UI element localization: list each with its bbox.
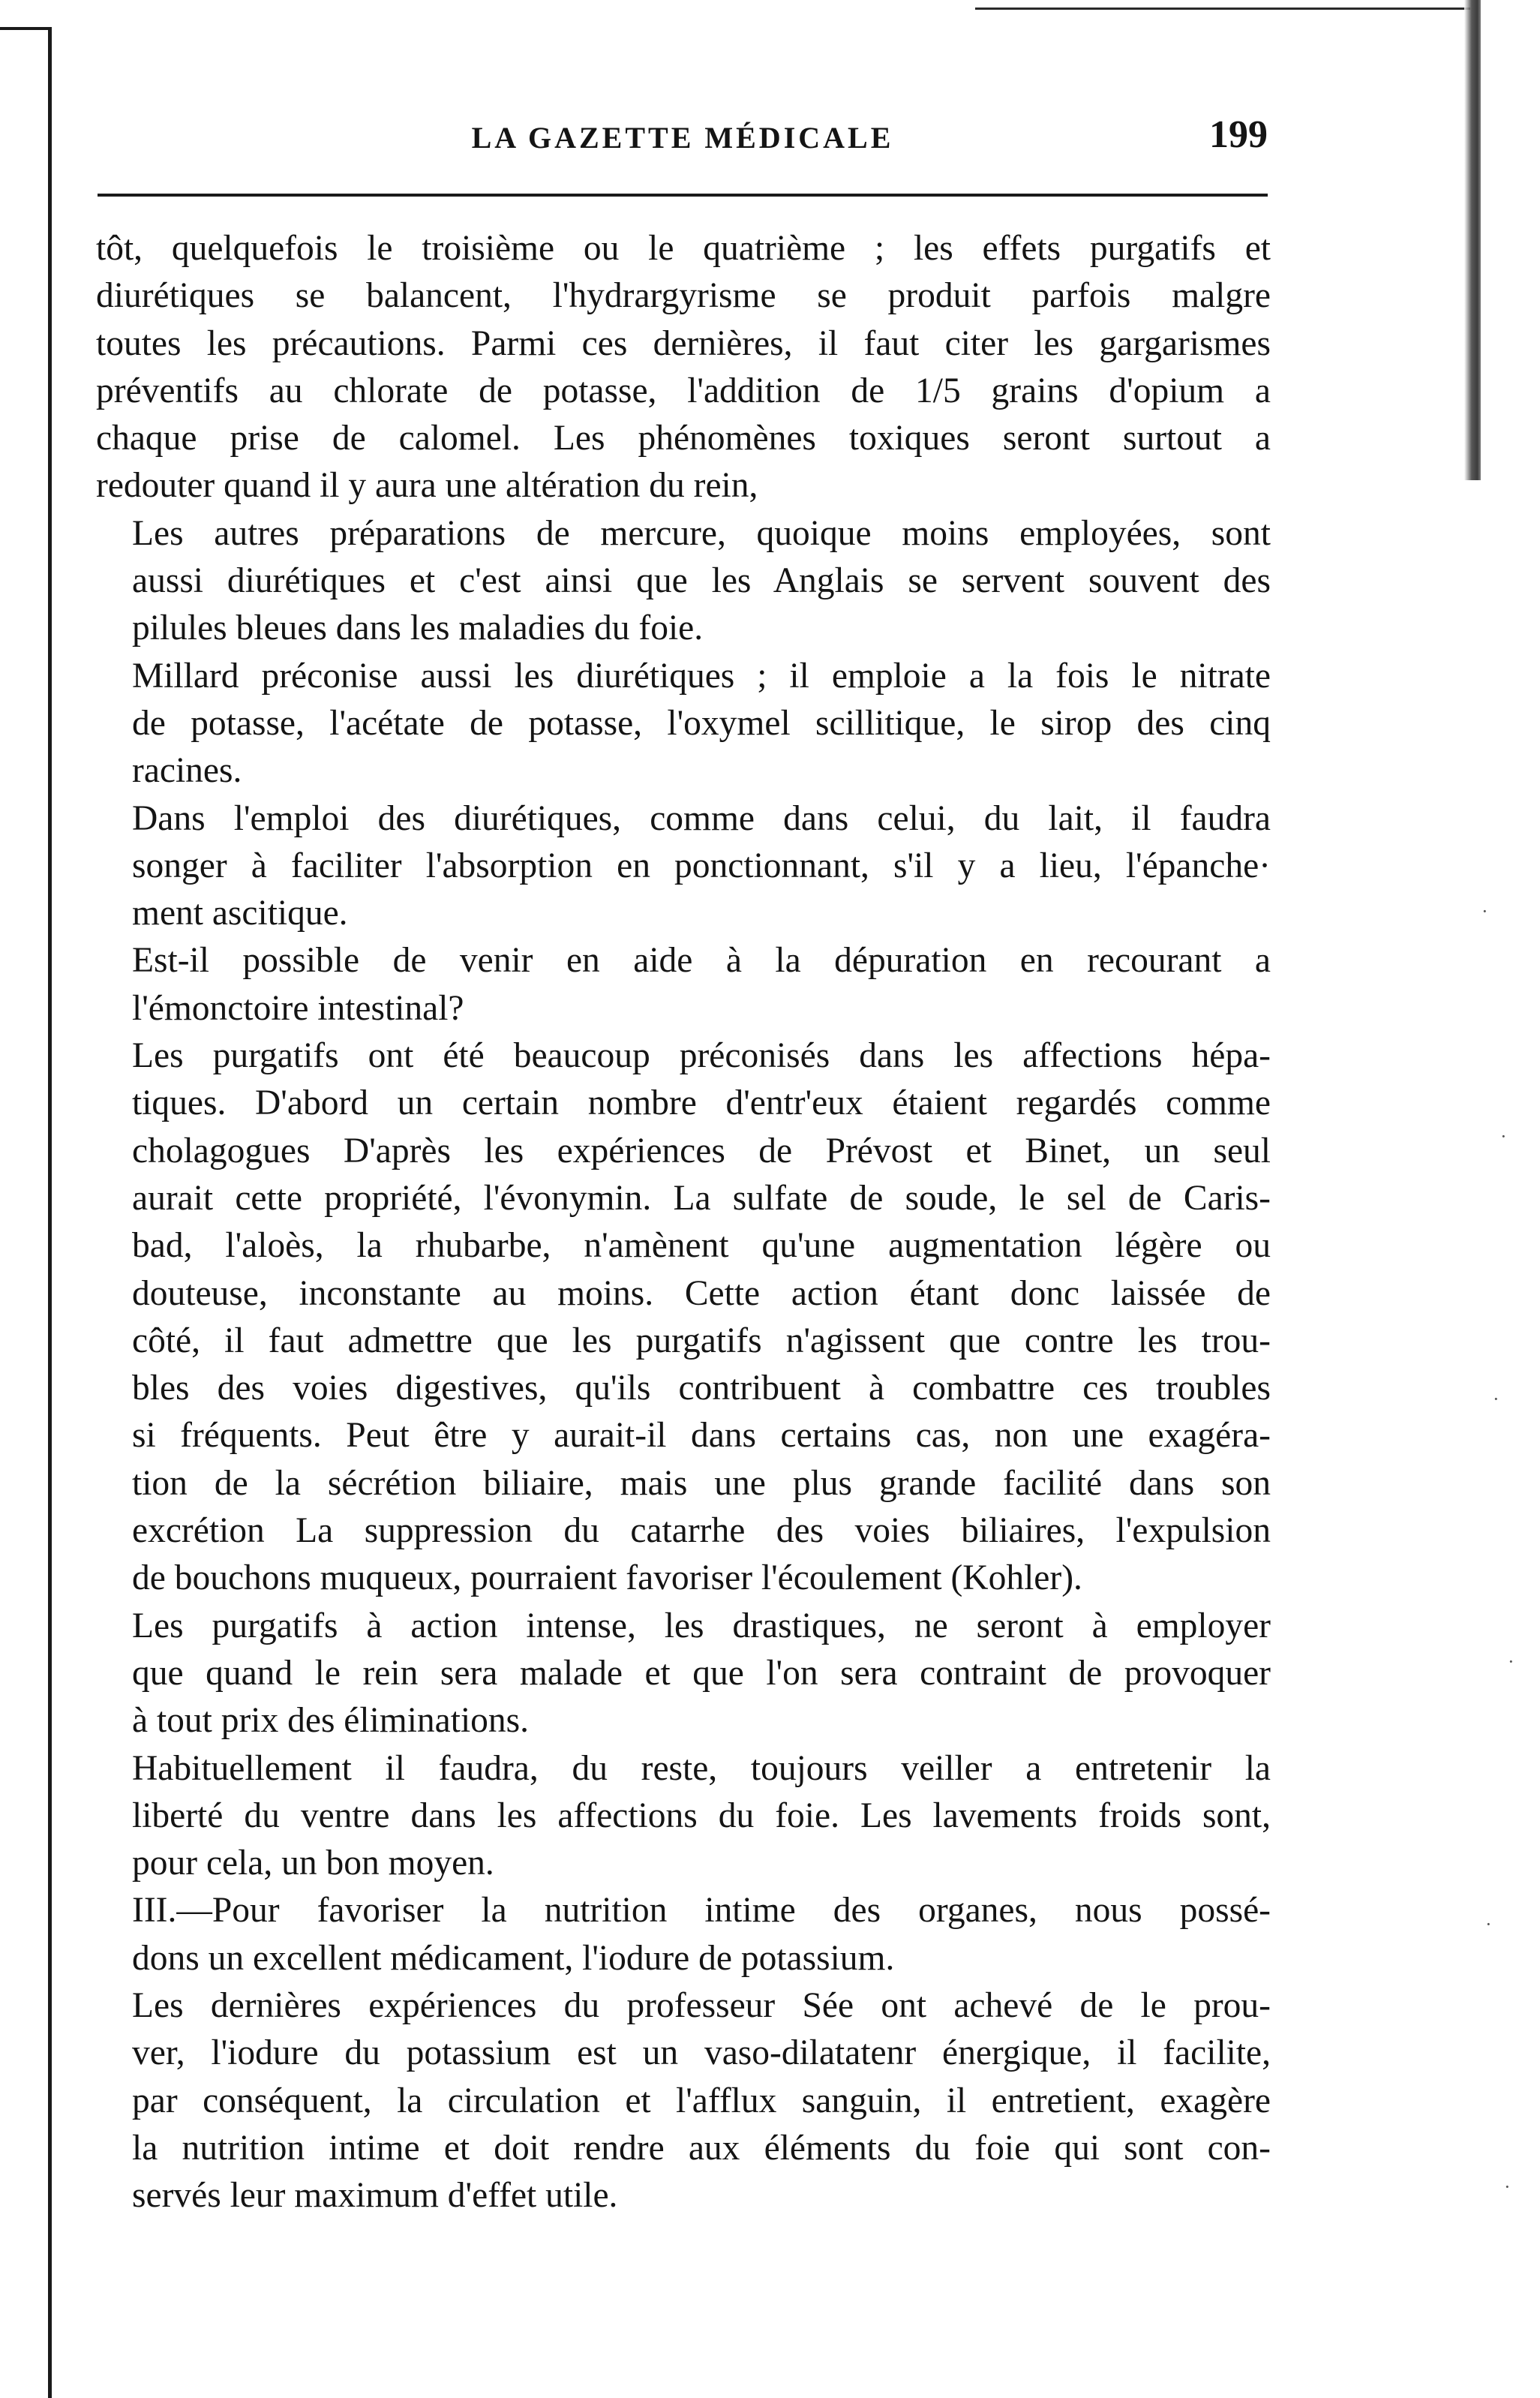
text-line: Millard préconise aussi les diurétiques ; il emploie a la fois le nitrate [132,656,1271,696]
text-line: ver, l'iodure du potassium est un vaso-dilatatenr énergique, il facilite, [132,2033,1271,2073]
text-line: songer à faciliter l'absorption en ponctionnant, s'il y a lieu, l'épanche· [132,846,1271,885]
text-line: Les autres préparations de mercure, quoique moins employées, sont [132,513,1271,553]
scan-border-top [0,27,50,30]
scan-border-left [48,27,52,2398]
running-title: LA GAZETTE MÉDICALE [471,121,894,155]
text-line: pour cela, un bon moyen. [132,1844,494,1883]
text-line: racines. [132,751,242,791]
text-line: bles des voies digestives, qu'ils contribuent à combattre ces troubles [132,1369,1271,1408]
body-text [96,225,1271,2219]
text-line: Habituellement il faudra, du reste, toujours veiller a entretenir la [132,1748,1271,1788]
scan-edge-top [975,8,1470,10]
text-line: servés leur maximum d'effet utile. [132,2176,618,2216]
paragraph [96,1887,1271,1982]
paragraph [96,653,1271,795]
text-line: douteuse, inconstante au moins. Cette action étant donc laissée de [132,1273,1271,1313]
text-line: aussi diurétiques et c'est ainsi que les Anglais se servent souvent des [132,561,1271,601]
text-line: préventifs au chlorate de potasse, l'addition de 1/5 grains d'opium a [96,371,1271,410]
text-line: de bouchons muqueux, pourraient favoriser l'écoulement (Kohler). [132,1558,1082,1598]
text-line: toutes les précautions. Parmi ces dernières, il faut citer les gargarismes [96,323,1271,363]
text-line: redouter quand il y aura une altération du rein, [96,466,758,506]
header-rule [98,194,1268,197]
paragraph [96,1032,1271,1603]
text-line: côté, il faut admettre que les purgatifs n'agissent que contre les trou- [132,1321,1271,1360]
text-line: de potasse, l'acétate de potasse, l'oxymel scillitique, le sirop des cinq [132,703,1271,743]
text-line: tiques. D'abord un certain nombre d'entr'eux étaient regardés comme [132,1083,1271,1123]
text-line: dons un excellent médicament, l'iodure de potassium. [132,1938,895,1978]
text-line: Dans l'emploi des diurétiques, comme dans celui, du lait, il faudra [132,798,1271,838]
page-header [98,113,1268,165]
text-line: à tout prix des éliminations. [132,1701,530,1741]
text-line: bad, l'aloès, la rhubarbe, n'amènent qu'une augmentation légère ou [132,1226,1271,1266]
text-line: que quand le rein sera malade et que l'on sera contraint de provoquer [132,1653,1271,1693]
text-line: liberté du ventre dans les affections du foie. Les lavements froids sont, [132,1795,1271,1835]
scan-edge-right [1464,0,1481,480]
text-line: par conséquent, la circulation et l'afflux sanguin, il entretient, exagère [132,2081,1271,2120]
text-line: aurait cette propriété, l'évonymin. La sulfate de soude, le sel de Caris- [132,1178,1271,1218]
document-page: LA GAZETTE MÉDICALE 199 tôt, quelquefois le troisième ou le quatrième ; les effets purgatifs et diurétiques se balancent, l'hydrargyrisme se produit parfois malgre toutes les précautions. Parmi ces dernières, il faut citer les gargarismes préventifs au chlorate de potasse, l'addition de 1/5 grains d'opium a chaque prise de calomel. Les phénomènes toxiques seront surtout a redouter quand il y aura une altération du rein, Les autres préparations de mercure, quoique moins employées, sont aussi diurétiques et c'est ainsi que les Anglais se servent souvent des pilules bleues dans les maladies du foie. Millard préconise aussi les diurétiques ; il emploie a la fois le nitrate de potasse, l'acétate de potasse, l'oxymel scillitique, le sirop des cinq racines. Dans l'emploi des diurétiques, comme dans celui, du lait, il faudra songer à faciliter l'absorption en ponctionnant, s'il y a lieu, l'épanche· ment ascitique. Est-il possible de venir en aide à la dépuration en recourant a l'émonctoire intestinal? Les purgatifs ont été beaucoup préconisés dans les affections hépa- tiques. D'abord un certain nombre d'entr'eux étaient regardés comme cholagogues D'après les expériences de Prévost et Binet, un seul aurait cette propriété, l'évonymin. La sulfate de soude, le sel de Caris- bad, l'aloès, la rhubarbe, n'amènent qu'une augmentation légère ou douteuse, inconstante au moins. Cette action étant donc laissée de côté, il faut admettre que les purgatifs n'agissent que contre les trou- bles des voies digestives, qu'ils contribuent à combattre ces troubles si fréquents. Peut être y aurait-il dans certains cas, non une exagéra- tion de la sécrétion biliaire, mais une plus grande facilité dans son excrétion La suppression du catarrhe des voies biliaires, l'expulsion de bouchons muqueux, pourraient favoriser l'écoulement (Kohler). Les purgatifs à action intense, les drastiques, ne seront à employer que quand le rein sera malade et que l'on sera contraint de provoquer à tout prix des éliminations. Habituellement il faudra, du reste, toujours veiller a entretenir la liberté du ventre dans les affections du foie. Les lavements froids sont, pour cela, un bon moyen. III.—Pour favoriser la nutrition intime des organes, nous possé- dons un excellent médicament, l'iodure de potassium. Les dernières expériences du professeur Sée ont achevé de le prou- ver, l'iodure du potassium est un vaso-dilatatenr énergique, il facilite, par conséquent, la circulation et l'afflux sanguin, il entretient, exagère la nutrition intime et doit rendre aux éléments du foie qui sont con- servés leur maximum d'effet utile. · · · · · · [0,0,1540,2398]
paragraph [96,225,1271,510]
text-line: Les dernières expériences du professeur Sée ont achevé de le prou- [132,1985,1271,2025]
text-line: pilules bleues dans les maladies du foie. [132,609,704,648]
paragraph [96,795,1271,938]
text-line: l'émonctoire intestinal? [132,988,464,1028]
text-line: diurétiques se balancent, l'hydrargyrisme se produit parfois malgre [96,276,1271,316]
text-line: chaque prise de calomel. Les phénomènes toxiques seront surtout a [96,419,1271,458]
paragraph [96,937,1271,1032]
paragraph [96,1982,1271,2219]
paragraph [96,1603,1271,1745]
page-number: 199 [1209,113,1268,156]
paragraph [96,510,1271,653]
text-line: Est-il possible de venir en aide à la dépuration en recourant a [132,941,1271,981]
text-line: Les purgatifs à action intense, les drastiques, ne seront à employer [132,1606,1271,1645]
text-line: Les purgatifs ont été beaucoup préconisés dans les affections hépa- [132,1036,1271,1076]
text-line: tôt, quelquefois le troisième ou le quatrième ; les effets purgatifs et [96,229,1271,268]
text-line: si fréquents. Peut être y aurait-il dans certains cas, non une exagéra- [132,1416,1271,1456]
text-line: tion de la sécrétion biliaire, mais une plus grande facilité dans son [132,1463,1271,1503]
text-line: III.—Pour favoriser la nutrition intime des organes, nous possé- [132,1891,1271,1931]
text-line: la nutrition intime et doit rendre aux éléments du foie qui sont con- [132,2128,1271,2168]
paragraph [96,1745,1271,1888]
text-line: cholagogues D'après les expériences de Prévost et Binet, un seul [132,1131,1271,1170]
text-line: ment ascitique. [132,894,348,933]
text-line: excrétion La suppression du catarrhe des voies biliaires, l'expulsion [132,1511,1271,1551]
